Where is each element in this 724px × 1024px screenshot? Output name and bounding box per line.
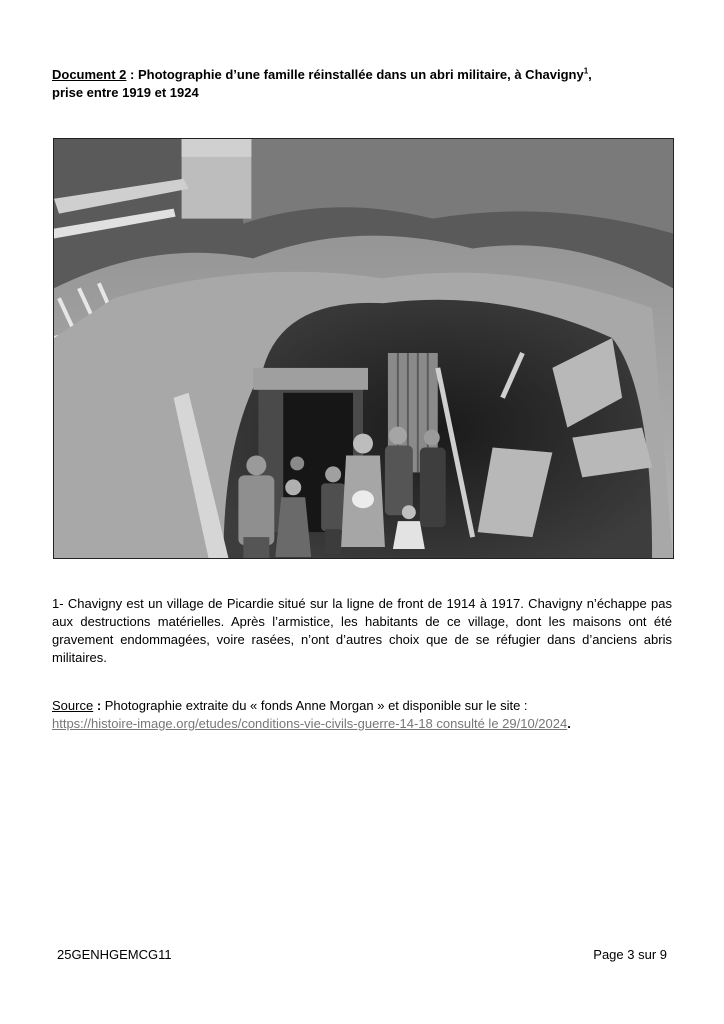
footnote-reference: 1 bbox=[583, 66, 589, 76]
footnote-text: 1- Chavigny est un village de Picardie situé sur la ligne de front de 1914 à 1917. Chavigny n’échappe pas aux destructions matérielles. Après l’armistice, les habitants de ce village, dont les maisons ont été gravement endommagées, voire rasées, n’ont d’autres choix que de se réfugier dans d’anciens abris militaires. bbox=[52, 596, 672, 665]
document-label: Document 2 bbox=[52, 67, 127, 82]
source-link[interactable]: https://histoire-image.org/etudes/conditions-vie-civils-guerre-14-18 consulté le 29/10/2024 bbox=[52, 716, 568, 731]
source-block bbox=[52, 697, 672, 733]
source-text: Photographie extraite du « fonds Anne Morgan » et disponible sur le site : bbox=[104, 698, 528, 713]
document-title-line2: prise entre 1919 et 1924 bbox=[52, 85, 199, 100]
page-number: Page 3 sur 9 bbox=[593, 947, 667, 962]
document-heading bbox=[52, 66, 672, 102]
historical-photograph bbox=[53, 138, 674, 559]
heading-separator: : bbox=[126, 67, 138, 82]
title-comma: , bbox=[588, 67, 592, 82]
document-code: 25GENHGEMCG11 bbox=[57, 947, 172, 962]
source-label: Source bbox=[52, 698, 94, 713]
document-title: Photographie d’une famille réinstallée dans un abri militaire, à Chavigny bbox=[137, 67, 584, 82]
photo-illustration bbox=[54, 139, 673, 558]
source-separator: : bbox=[93, 698, 105, 713]
source-end: . bbox=[567, 716, 571, 731]
